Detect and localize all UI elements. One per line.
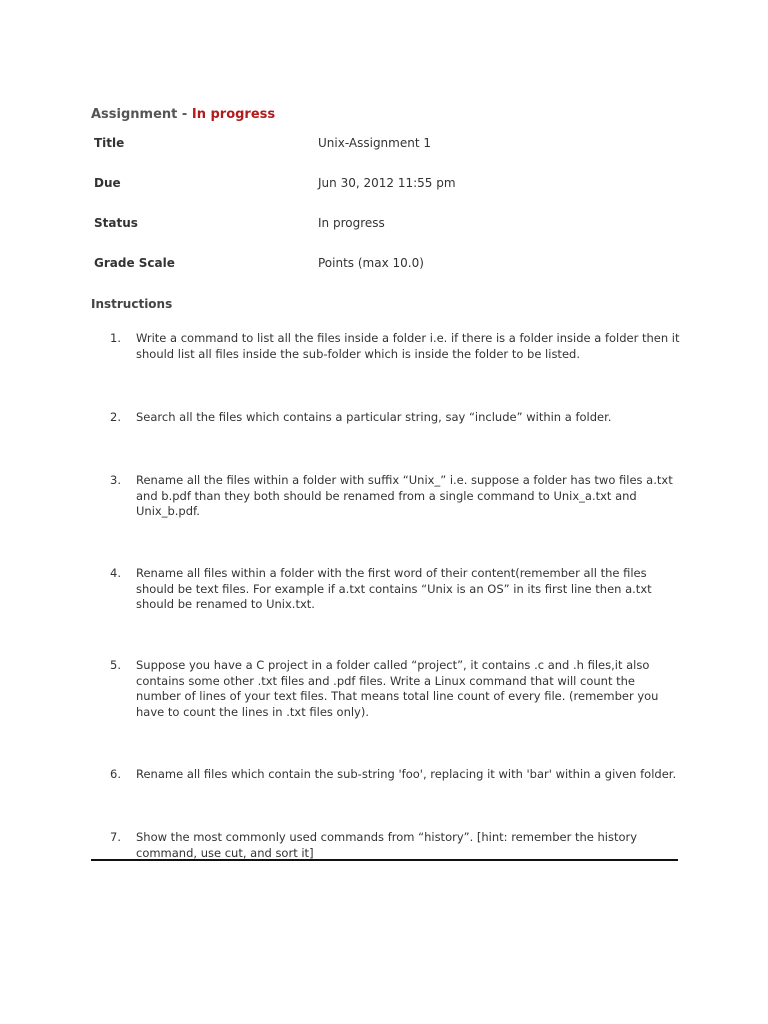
grade-scale-label: Grade Scale — [94, 256, 175, 270]
list-item-number: 6. — [110, 767, 121, 781]
assignment-status-text: In progress — [191, 107, 276, 122]
title-value: Unix-Assignment 1 — [318, 136, 431, 150]
list-item — [110, 410, 680, 426]
assignment-heading — [91, 107, 275, 122]
list-item-text: Search all the files which contains a particular string, say “include” within a folder. — [136, 410, 612, 424]
title-label: Title — [94, 136, 125, 150]
list-item-number: 1. — [110, 331, 121, 345]
list-item-number: 5. — [110, 658, 121, 672]
heading-separator: - — [181, 107, 188, 122]
list-item-text: Show the most commonly used commands from “history”. [hint: remember the history command, use cut, and sort it] — [136, 830, 638, 860]
list-item — [110, 566, 680, 613]
list-item-text: Rename all files which contain the sub-string 'foo', replacing it with 'bar' within a given folder. — [136, 767, 677, 781]
list-item — [110, 473, 680, 520]
status-label: Status — [94, 216, 138, 230]
list-item — [110, 331, 680, 362]
list-item-text: Rename all the files within a folder with suffix “Unix_” i.e. suppose a folder has two files a.txt and b.pdf than they both should be renamed from a single command to Unix_a.txt and Unix_b.pdf. — [136, 473, 673, 518]
list-item — [110, 830, 680, 861]
due-value: Jun 30, 2012 11:55 pm — [318, 176, 456, 190]
list-item-number: 2. — [110, 410, 121, 424]
list-item — [110, 767, 680, 783]
list-item-text: Suppose you have a C project in a folder called “project”, it contains .c and .h files,it also contains some other .txt files and .pdf files. Write a Linux command that will count the number of lines of your text files. That means total line count of every file. (remember you have to count the lines in .txt files only). — [136, 658, 659, 719]
list-item-number: 3. — [110, 473, 121, 487]
bottom-divider — [91, 859, 678, 861]
list-item-number: 4. — [110, 566, 121, 580]
due-label: Due — [94, 176, 121, 190]
list-item-text: Rename all files within a folder with the first word of their content(remember all the files should be text files. For example if a.txt contains “Unix is an OS” in its first line then a.txt should be renamed to Unix.txt. — [136, 566, 652, 611]
assignment-label: Assignment — [91, 107, 178, 122]
grade-scale-value: Points (max 10.0) — [318, 256, 424, 270]
list-item-number: 7. — [110, 830, 121, 844]
instructions-heading: Instructions — [91, 297, 173, 311]
list-item — [110, 658, 680, 720]
status-value: In progress — [318, 216, 385, 230]
list-item-text: Write a command to list all the files inside a folder i.e. if there is a folder inside a folder then it should list all files inside the sub-folder which is inside the folder to be listed. — [136, 331, 680, 361]
